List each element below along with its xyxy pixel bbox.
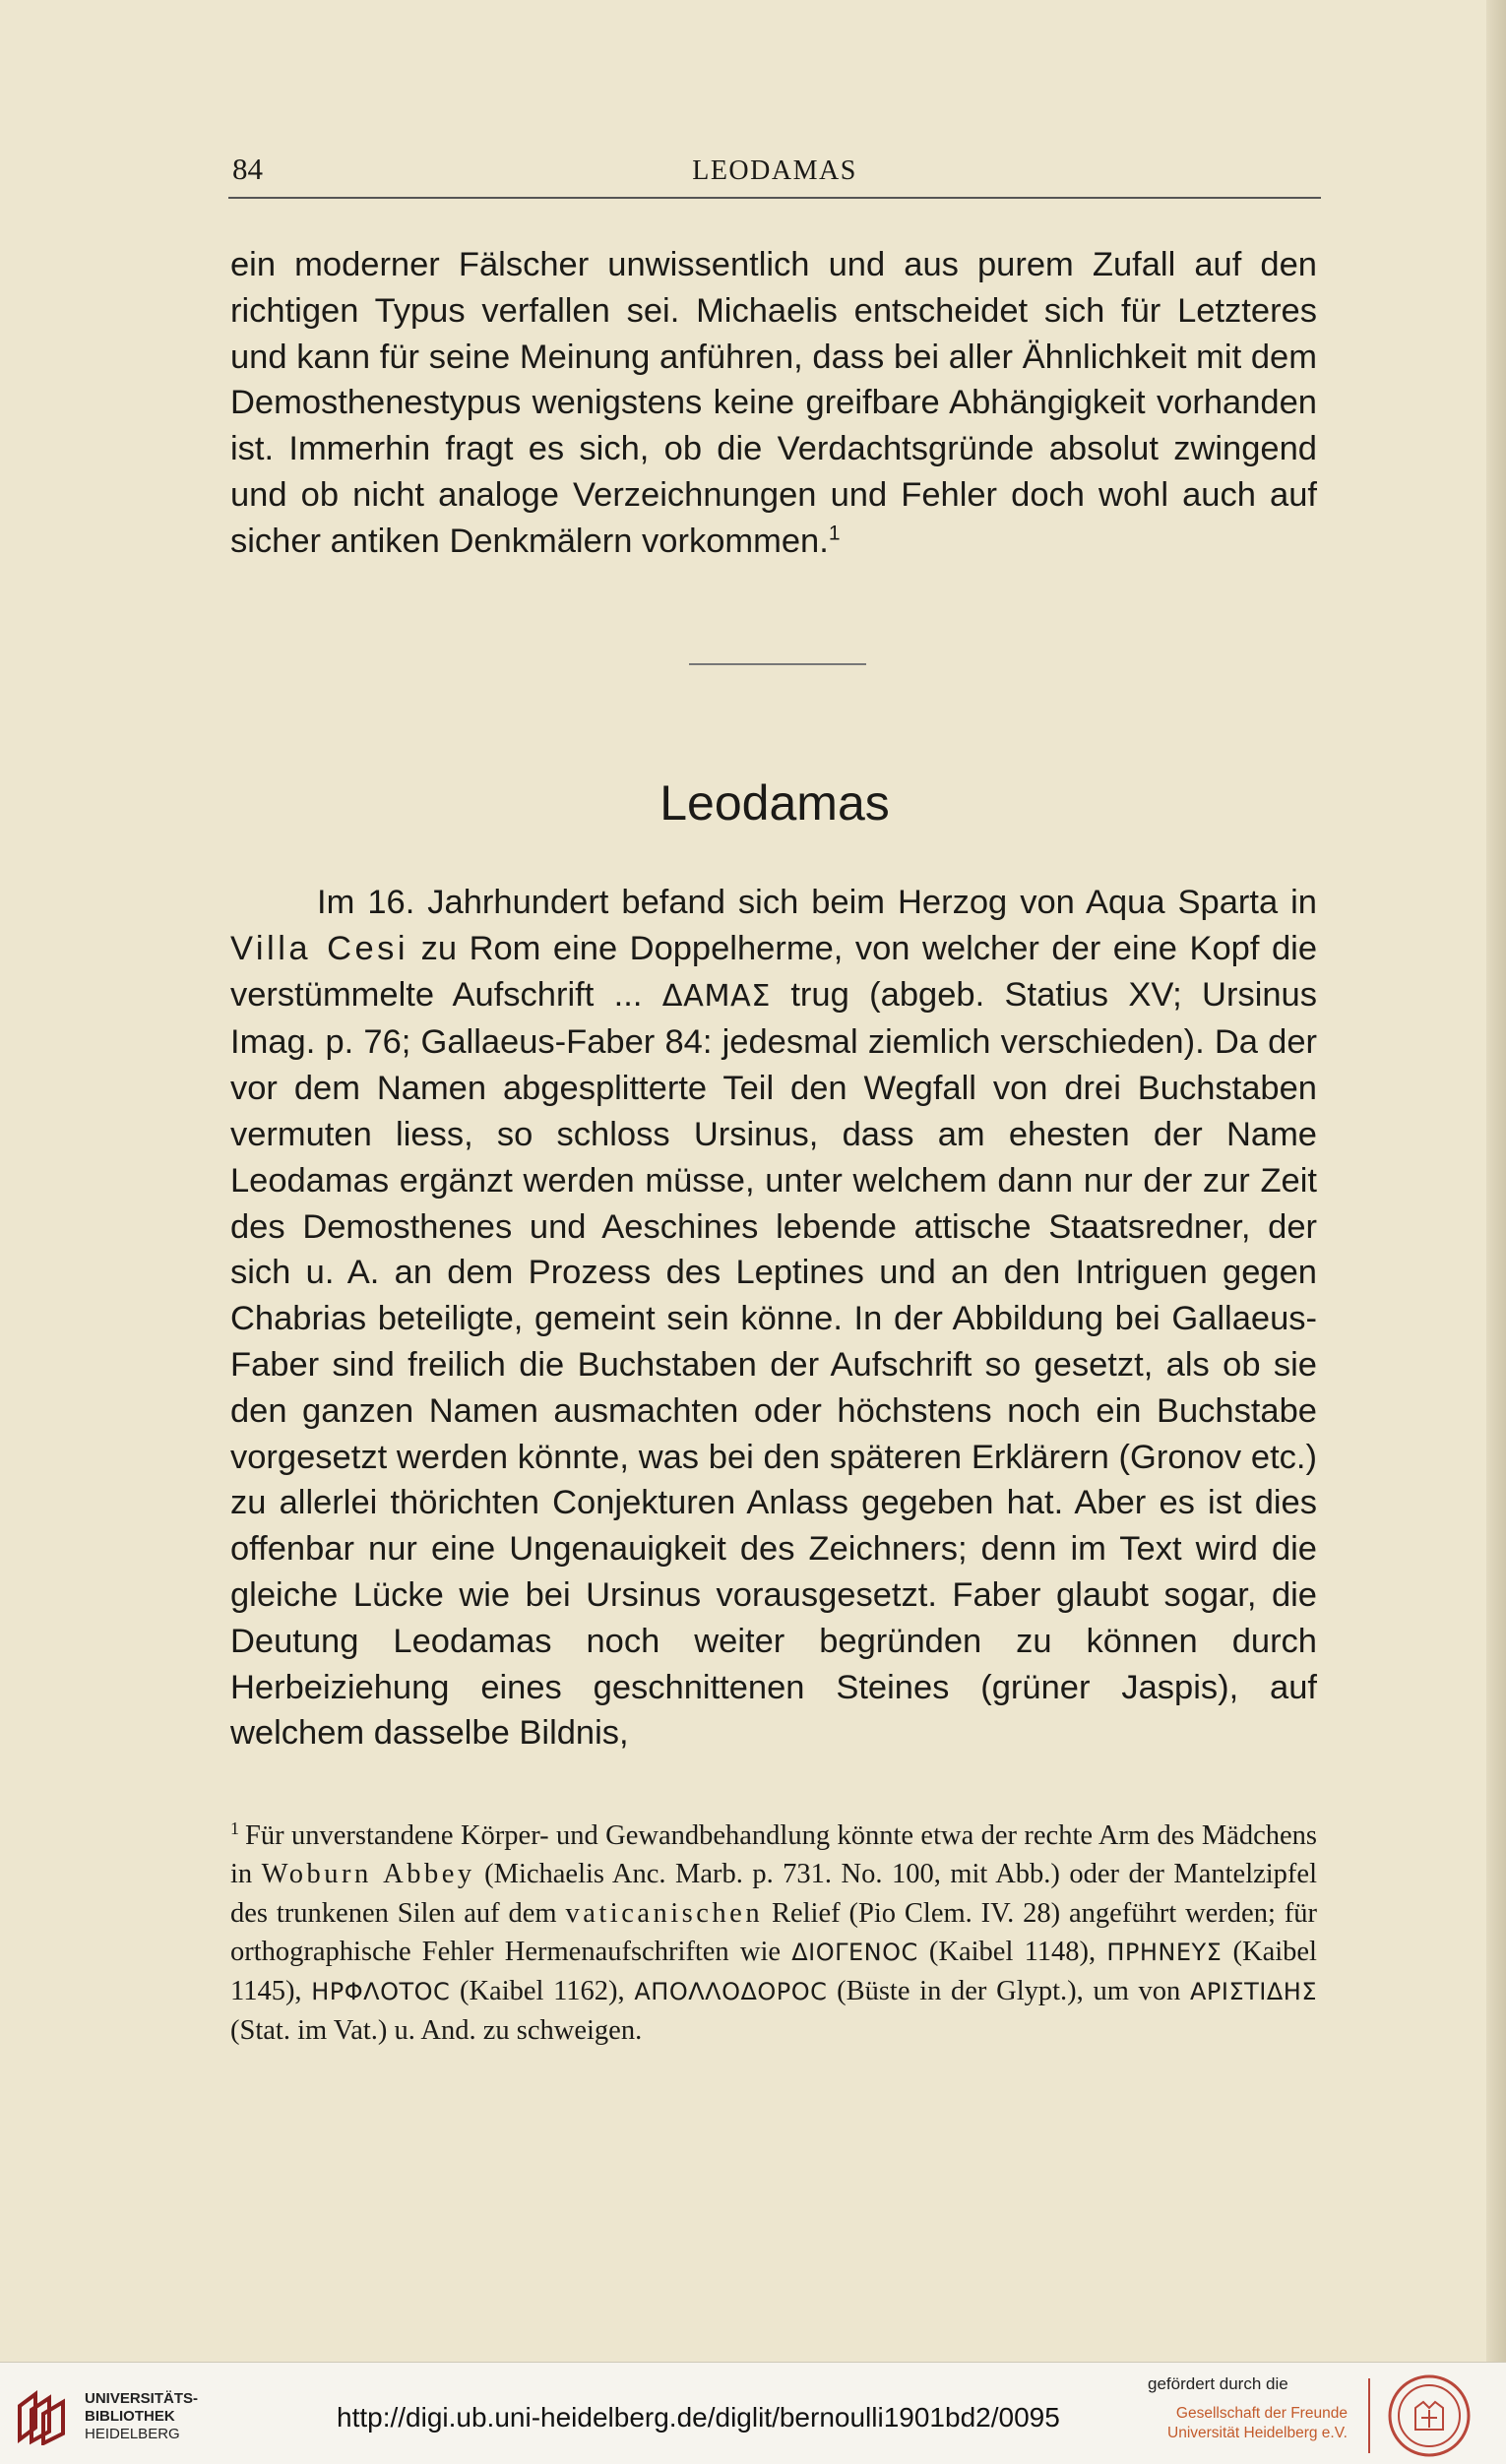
footnote-text: (Kaibel 1162), [450, 1976, 635, 2007]
greek-inscription: ΑΡΙΣΤΙΔΗΣ [1190, 1978, 1317, 2006]
greek-inscription: ΠΡΗΝΕΥΣ [1106, 1938, 1223, 1966]
footnote-text: (Michaelis Anc. Marb. p. 731. No. 100, mit Abb.) oder der Mantelzipfel des trunkenen Silen auf dem [230, 1859, 1317, 1929]
footnote-number: 1 [230, 1817, 239, 1838]
footnote-text: Relief (Pio Clem. IV. 28) angeführt werden; für orthographische Fehler Hermenaufschriften wie [230, 1897, 1317, 1967]
sponsor-divider [1368, 2378, 1370, 2453]
greek-inscription: ΑΠΟΛΛΟΔΟΡΟϹ [634, 1978, 828, 2006]
section-divider [689, 663, 866, 665]
footnote-text: Für unverstandene Körper- und Gewandbehandlung könnte etwa der rechte Arm des Mädchens in [230, 1820, 1317, 1890]
footnote-text: (Kaibel 1148), [917, 1936, 1107, 1967]
footnote-text: (Büste in der Glypt.), um von [827, 1976, 1190, 2007]
footnote [230, 1817, 1317, 2051]
section-title: Leodamas [659, 775, 890, 831]
spaced-name-vaticanischen: vaticanischen [565, 1897, 764, 1929]
paragraph-continued [230, 242, 1317, 565]
sponsor-name[interactable] [1167, 2404, 1348, 2443]
library-name-line: UNIVERSITÄTS- [85, 2390, 199, 2407]
spaced-name-woburn: Woburn Abbey [261, 1859, 475, 1890]
permalink-url[interactable]: http://digi.ub.uni-heidelberg.de/diglit/bernoulli1901bd2/0095 [337, 2402, 1060, 2433]
footer-bar [0, 2362, 1506, 2464]
running-head [228, 146, 1321, 199]
sponsor-name-line: Universität Heidelberg e.V. [1167, 2425, 1348, 2441]
paragraph-text: ein moderner Fälscher unwissentlich und aus purem Zufall auf den richtigen Typus verfallen sei. Michaelis entscheidet sich für Letzteres und kann für seine Meinung anführen, dass bei aller Ähnlichkeit mit dem Demosthenestypus wenigstens keine greifbare Abhängigkeit vorhanden ist. Immerhin fragt es sich, ob die Verdachtsgründe absolut zwingend und ob nicht analoge Verzeichnungen und Fehler doch wohl auch auf sicher antiken Denkmälern vorkommen. [230, 246, 1317, 560]
footnote-reference: 1 [828, 522, 841, 545]
paragraph-main [230, 880, 1317, 1756]
library-logo-icon[interactable] [14, 2388, 71, 2445]
library-name [85, 2390, 198, 2443]
footnote-text: (Stat. im Vat.) u. And. zu schweigen. [230, 2015, 643, 2047]
sponsor-label: gefördert durch die [1148, 2374, 1288, 2393]
library-name-line: BIBLIOTHEK [85, 2408, 175, 2425]
page-number: 84 [232, 152, 263, 186]
university-seal-icon[interactable] [1386, 2372, 1473, 2459]
footnote-text: (Kaibel 1145), [230, 1936, 1317, 2007]
library-name-line: HEIDELBERG [85, 2426, 180, 2442]
sponsor-name-line: Gesellschaft der Freunde [1175, 2405, 1348, 2422]
greek-inscription: ΔΙΟΓΕΝΟϹ [791, 1938, 918, 1966]
scan-edge [1486, 0, 1506, 2362]
running-title: LEODAMAS [692, 155, 857, 186]
greek-inscription: ΔΑΜΑΣ [661, 978, 771, 1014]
greek-inscription: ΗΡΦΛΟΤΟϹ [311, 1978, 451, 2006]
paragraph-text-part: zu Rom eine Doppelherme, von welcher der eine Kopf die verstümmelte Aufschrift ... [230, 929, 1318, 1014]
paragraph-text-part: Im 16. Jahrhundert befand sich beim Herzog von Aqua Sparta in [317, 884, 1317, 921]
paragraph-text-part: trug (abgeb. Statius XV; Ursinus Imag. p. 76; Gallaeus-Faber 84: jedesmal ziemlich verschieden). Da der vor dem Namen abgesplitterte Teil den Wegfall von drei Buchstaben vermuten liess, so schloss Ursinus, dass am ehesten der Name Leodamas ergänzt werden müsse, unter welchem dann nur der zur Zeit des Demosthenes und Aeschines lebende attische Staatsredner, der sich u. A. an dem Prozess des Leptines und an den Intriguen gegen Chabrias beteiligte, gemeint sein könne. In der Abbildung bei Gallaeus-Faber sind freilich die Buchstaben der Aufschrift so gesetzt, als ob sie den ganzen Namen ausmachten oder höchstens noch ein Buchstabe vorgesetzt werden könnte, was bei den späteren Erklärern (Gronov etc.) zu allerlei thörichten Conjekturen Anlass gegeben hat. Aber es ist dies offenbar nur eine Ungenauigkeit des Zeichners; denn im Text wird die gleiche Lücke wie bei Ursinus vorausgesetzt. Faber glaubt sogar, die Deutung Leodamas noch weiter begründen zu können durch Herbeiziehung eines geschnittenen Steines (grüner Jaspis), auf welchem dasselbe Bildnis, [230, 975, 1317, 1753]
spaced-name-villa: Villa Cesi [230, 929, 409, 967]
